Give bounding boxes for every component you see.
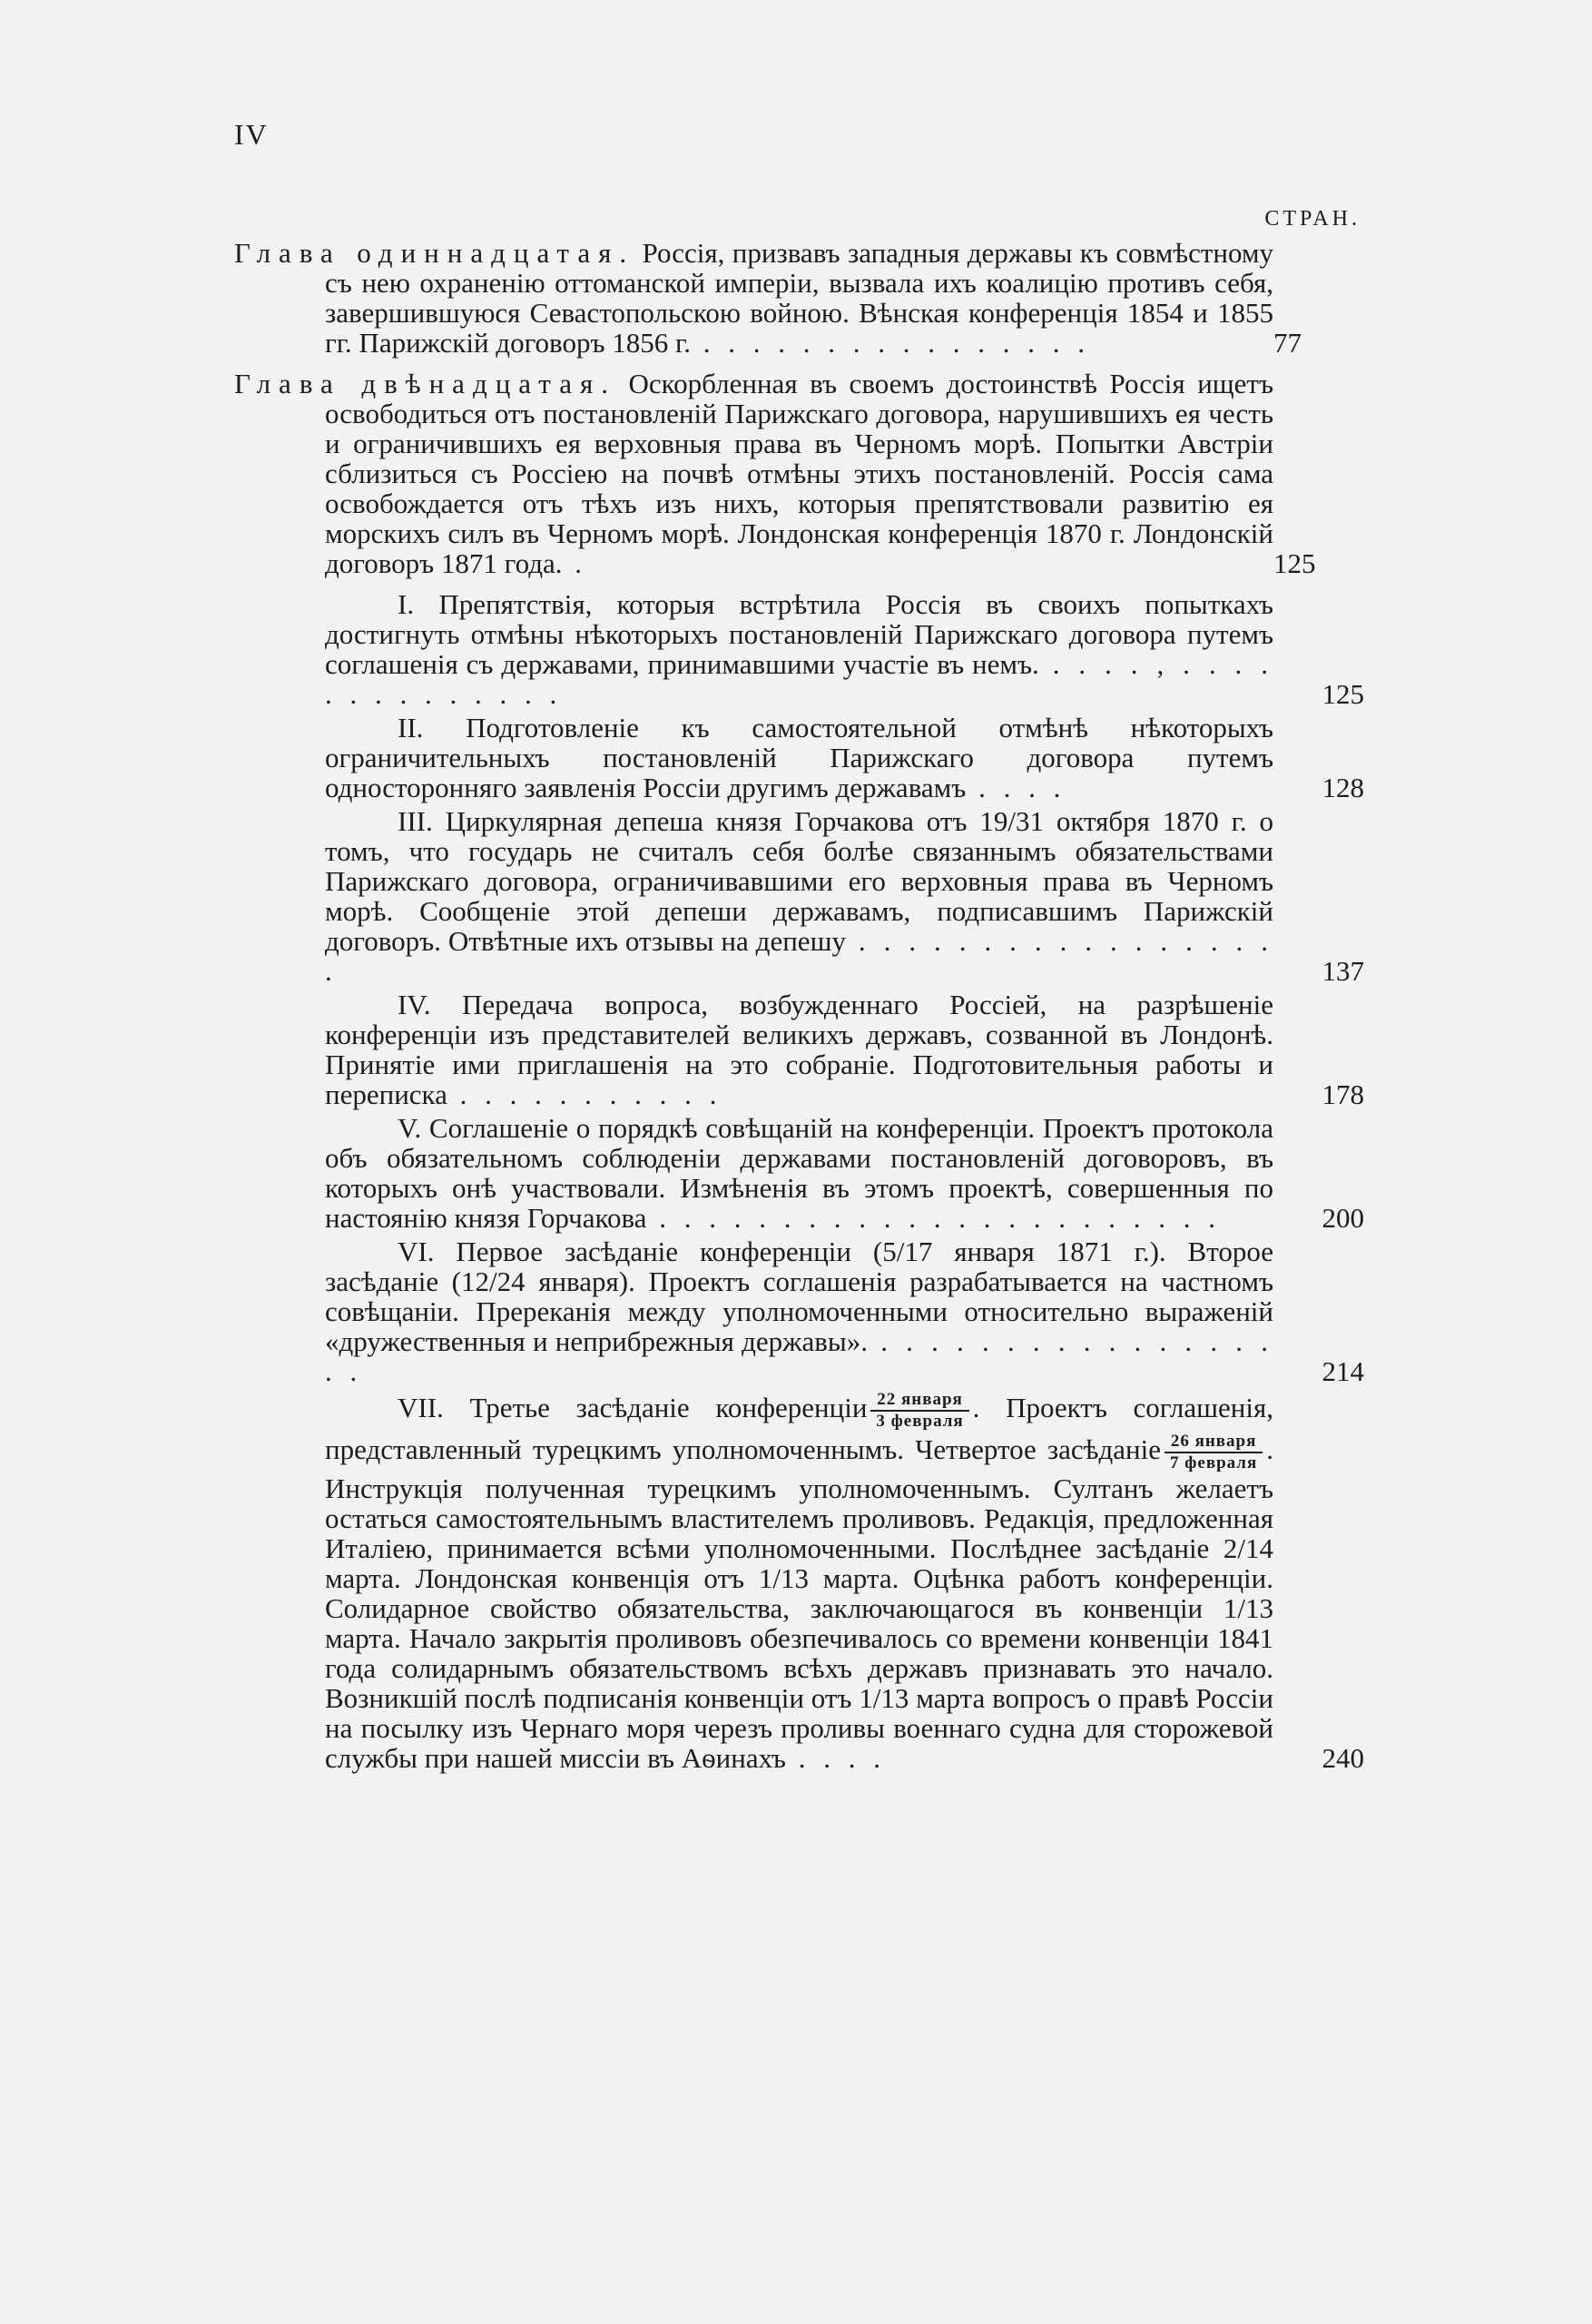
chapter-12-heading: Глава двѣнадцатая.: [234, 368, 616, 399]
leader-dots: . . . . . . . . . . . . . . . .: [690, 327, 1090, 359]
leader-dots: . . . . . . . . . . . . . . . . . .: [325, 925, 1274, 987]
section-4-body: [325, 990, 1364, 1109]
table-of-contents: [234, 238, 1364, 1777]
leader-dots: . . . . . . . . . . .: [447, 1078, 722, 1110]
section-6-page: 214: [1322, 1355, 1364, 1387]
section-7-page: 240: [1322, 1742, 1364, 1774]
toc-section-4: [234, 990, 1364, 1109]
toc-chapter-11: Глава одиннадцатая. Россія, призвавъ западныя державы къ совмѣстному съ нею охраненію оттоманской имперіи, вызвала ихъ коалицію противъ себя, завершившуюся Севастопольскою войною. Вѣнская конференція 1854 и 1855 гг. Парижскій договоръ 1856 г. . . . . . . . . . . . . . . . . 77: [234, 238, 1364, 358]
chapter-12-text: Оскорбленная въ своемъ достоинствѣ Россія ищетъ освободиться отъ постановленій Парижскаго договора, нарушившихъ ея честь и ограничившихъ ея верховныя права въ Черномъ морѣ. Попытки Австріи сблизиться съ Россіею на почвѣ отмѣны этихъ постановленій. Россія сама освобождается отъ тѣхъ изъ нихъ, которыя препятствовали развитію ея морскихъ силъ въ Черномъ морѣ. Лондонская конференція 1870 г. Лондонскій договоръ 1871 года.: [325, 368, 1273, 579]
toc-chapter-12: Глава двѣнадцатая. Оскорбленная въ своемъ достоинствѣ Россія ищетъ освободиться отъ постановленій Парижскаго договора, нарушившихъ ея честь и ограничившихъ ея верховныя права въ Черномъ морѣ. Попытки Австріи сблизиться съ Россіею на почвѣ отмѣны этихъ постановленій. Россія сама освобождается отъ тѣхъ изъ нихъ, которыя препятствовали развитію ея морскихъ силъ въ Черномъ морѣ. Лондонская конференція 1870 г. Лондонскій договоръ 1871 года. . 125: [234, 369, 1364, 578]
section-4-page: 178: [1322, 1078, 1364, 1110]
section-1-page: 125: [1322, 678, 1364, 710]
leader-dots: . . . . . . . . . . . . . . . . . . . . . . .: [646, 1202, 1221, 1234]
toc-section-2: [234, 713, 1364, 803]
chapter-11-text: Россія, призвавъ западныя державы къ совмѣстному съ нею охраненію оттоманской имперіи, вызвала ихъ коалицію противъ себя, завершившуюся Севастопольскою войною. Вѣнская конференція 1854 и 1855 гг. Парижскій договоръ 1856 г.: [325, 237, 1274, 359]
toc-section-1: [234, 589, 1364, 709]
section-3-body: [325, 806, 1364, 986]
fraction-denominator: 3 февраля: [876, 1412, 964, 1431]
leader-dots: . . . .: [785, 1742, 886, 1774]
date-fraction-third-session: [870, 1390, 968, 1432]
leader-dots: . . . . , . . . . . . . . . . . . . .: [325, 648, 1273, 710]
toc-section-3: [234, 806, 1364, 986]
section-1-body: [325, 589, 1364, 709]
leader-dots: . . . .: [966, 772, 1066, 803]
section-6-body: [325, 1236, 1364, 1386]
chapter-11-body: [234, 237, 1364, 359]
section-7-body: [325, 1390, 1364, 1773]
section-2-text: II. Подготовленіе къ самостоятельной отмѣнѣ нѣкоторыхъ ограничительныхъ постановленій Парижскаго договора путемъ односторонняго заявленія Россіи другимъ державамъ: [325, 712, 1273, 803]
section-5-body: [325, 1113, 1364, 1233]
toc-section-7: [234, 1390, 1364, 1773]
leader-dots: . . . . . . . . . . . . . . . . . .: [325, 1325, 1273, 1387]
fraction-numerator: 26 января: [1165, 1432, 1263, 1453]
section-3-text: III. Циркулярная депеша князя Горчакова отъ 19/31 октября 1870 г. о томъ, что государь не считалъ себя болѣе связаннымъ обязательствами Парижскаго договора, ограничивавшими его верховныя права въ Черномъ морѣ. Сообщеніе этой депеши державамъ, подписавшимъ Парижскій договоръ. Отвѣтные ихъ отзывы на депешу: [325, 805, 1273, 957]
section-1-text: I. Препятствія, которыя встрѣтила Россія въ своихъ попыткахъ достигнуть отмѣны нѣкоторыхъ постановленій Парижскаго договора путемъ соглашенія съ державами, принимавшими участіе въ немъ.: [325, 588, 1273, 680]
page-column-header: СТРАН.: [1264, 207, 1361, 231]
fraction-numerator: 22 января: [870, 1390, 968, 1412]
chapter-11-heading: Глава одиннадцатая.: [234, 237, 635, 269]
section-7-text-part2: . Проектъ соглашенія, представленный турецкимъ уполномоченнымъ. Четвертое засѣданіе: [325, 1392, 1273, 1466]
section-7-text-part3: . Инструкція полученная турецкимъ уполномоченнымъ. Султанъ желаетъ остаться самостоятельнымъ властителемъ проливовъ. Редакція, предложенная Италіею, принимается всѣми уполномоченными. Послѣднее засѣданіе 2/14 марта. Лондонская конвенція отъ 1/13 марта. Оцѣнка работъ конференціи. Солидарное свойство обязательства, заключающагося въ конвенціи 1/13 марта. Начало закрытія проливовъ обезпечивалось со времени конвенціи 1841 года солидарнымъ обязательствомъ всѣхъ державъ признавать это начало. Возникшій послѣ подписанія конвенціи отъ 1/13 марта вопросъ о правѣ Россіи на посылку изъ Чернаго моря черезъ проливы военнаго судна для сторожевой службы при нашей миссіи въ Аѳинахъ: [325, 1433, 1273, 1774]
section-2-body: [325, 713, 1364, 803]
section-7-text-part1: VII. Третье засѣданіе конференціи: [398, 1392, 868, 1424]
chapter-12-body: [234, 368, 1364, 579]
toc-section-6: [234, 1236, 1364, 1386]
section-2-page: 128: [1322, 772, 1364, 803]
toc-section-5: [234, 1113, 1364, 1233]
date-fraction-fourth-session: [1165, 1432, 1263, 1473]
section-5-text: V. Соглашеніе о порядкѣ совѣщаній на конференціи. Проектъ протокола объ обязательномъ соблюденіи державами постановленій договоровъ, въ которыхъ онѣ участвовали. Измѣненія въ этомъ проектѣ, совершенныя по настоянію князя Горчакова: [325, 1112, 1273, 1234]
section-3-page: 137: [1322, 955, 1364, 987]
page-number: IV: [234, 118, 269, 151]
section-6-text: VI. Первое засѣданіе конференціи (5/17 января 1871 г.). Второе засѣданіе (12/24 января). Проектъ соглашенія разрабатывается на частномъ совѣщаніи. Пререканія между уполномоченными относительно выраженій «дружественныя и неприбрежныя державы».: [325, 1236, 1273, 1357]
leader-dots: .: [562, 547, 588, 579]
section-5-page: 200: [1322, 1202, 1364, 1234]
fraction-denominator: 7 февраля: [1169, 1453, 1258, 1472]
section-4-text: IV. Передача вопроса, возбужденнаго Россіей, на разрѣшеніе конференціи изъ представителей великихъ державъ, созванной въ Лондонѣ. Принятіе ими приглашенія на это собраніе. Подготовительныя работы и переписка: [325, 989, 1273, 1110]
